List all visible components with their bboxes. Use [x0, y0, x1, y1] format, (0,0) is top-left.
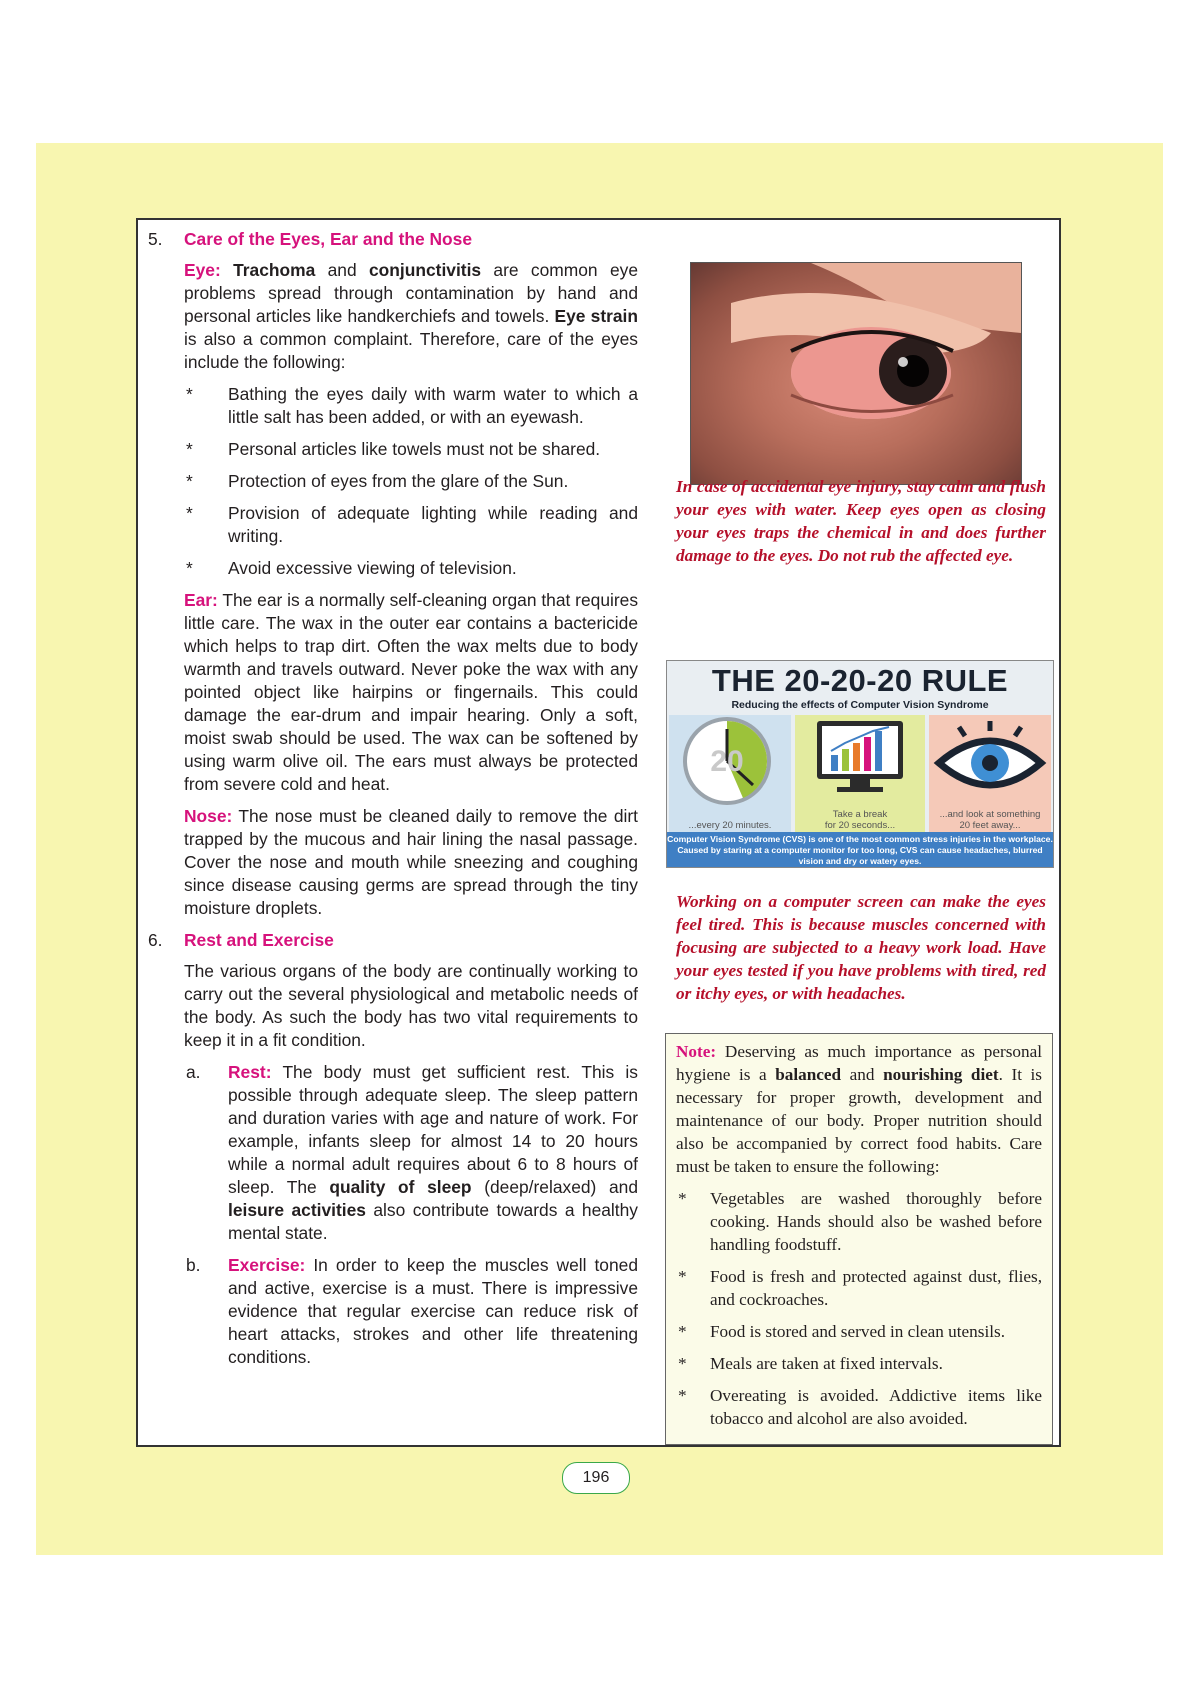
eye-paragraph [138, 259, 638, 374]
clock-number: 20 [710, 745, 744, 778]
ear-label: Ear: [184, 590, 218, 610]
panel-2-text-a: Take a break [832, 809, 888, 820]
rest-label: Rest: [228, 1062, 272, 1082]
text: (deep/relaxed) and [471, 1177, 638, 1197]
section-title: Care of the Eyes, Ear and the Nose [184, 229, 473, 249]
exercise-item [138, 1254, 638, 1369]
bullet-mark: * [186, 503, 193, 523]
rest-exercise-intro: The various organs of the body are continually working to carry out the several physiological and metabolic needs of the body. As such the body has two vital requirements to keep it in a fit condition. [184, 961, 638, 1050]
page-number: 196 [562, 1462, 630, 1494]
list-item [676, 1265, 1042, 1311]
eye-injury-photo [690, 262, 1022, 485]
note-intro [676, 1040, 1042, 1178]
bullet-text: Bathing the eyes daily with warm water to which a little salt has been added, or with an eyewash. [228, 384, 638, 427]
list-item [138, 438, 638, 461]
text: and [315, 260, 369, 280]
panel-3-text-b: 20 feet away... [959, 820, 1021, 831]
list-item [676, 1187, 1042, 1256]
bullet-mark: * [678, 1189, 687, 1208]
ear-paragraph [138, 589, 638, 796]
term-eye-strain: Eye strain [554, 306, 638, 326]
bullet-text: Meals are taken at fixed intervals. [710, 1354, 943, 1373]
monitor-chart-icon [795, 715, 925, 805]
bullet-text: Vegetables are washed thoroughly before cooking. Hands should also be washed before handling foodstuff. [710, 1189, 1042, 1254]
section-title: Rest and Exercise [184, 930, 334, 950]
infographic-footer: Computer Vision Syndrome (CVS) is one of the most common stress injuries in the workplace. Caused by staring at a computer monitor for too long, CVS can cause headaches, blurred vision and dry or watery eyes. [667, 834, 1053, 866]
list-item [138, 557, 638, 580]
section-5-heading [138, 228, 638, 251]
panel-2-text-b: for 20 seconds... [824, 820, 896, 831]
bullet-text: Avoid excessive viewing of television. [228, 558, 517, 578]
computer-screen-caption: Working on a computer screen can make the eyes feel tired. This is because muscles concerned with focusing are subjected to a heavy work load. Have your eyes tested if you have problems with tired, red or itchy eyes, or with headaches. [676, 892, 1046, 1003]
item-mark: a. [186, 1062, 201, 1082]
text: The nose must be cleaned daily to remove the dirt trapped by the mucous and hair lining the nasal passage. Cover the nose and mouth while sneezing and coughing since disease causing germs are spread through the tiny moisture droplets. [184, 806, 638, 918]
list-item [138, 502, 638, 548]
infographic-title: THE 20-20-20 RULE [711, 663, 1009, 698]
rest-item [138, 1061, 638, 1245]
eye-label: Eye: [184, 260, 221, 280]
bullet-text: Overeating is avoided. Addictive items like tobacco and alcohol are also avoided. [710, 1386, 1042, 1428]
list-item [138, 470, 638, 493]
content-frame [136, 218, 1061, 1447]
bullet-text: Personal articles like towels must not be shared. [228, 439, 601, 459]
bullet-mark: * [678, 1322, 687, 1341]
clock-icon [669, 715, 791, 810]
text: and [841, 1065, 884, 1084]
bullet-text: Protection of eyes from the glare of the Sun. [228, 471, 569, 491]
eye-injury-caption: In case of accidental eye injury, stay calm and flush your eyes with water. Keep eyes open as closing your eyes traps the chemical in and does further damage to the eyes. Do not rub the affected eye. [676, 477, 1046, 565]
text: In order to keep the muscles well toned and active, exercise is a must. There is impressive evidence that regular exercise can reduce risk of heart attacks, strokes and other life threatening conditions. [228, 1255, 638, 1367]
list-item [676, 1384, 1042, 1430]
list-item [676, 1352, 1042, 1375]
section-number: 5. [148, 229, 163, 249]
panel-3-text-a: ...and look at something [939, 809, 1041, 820]
section-number: 6. [148, 930, 163, 950]
note-box [665, 1033, 1053, 1445]
text: The body must get sufficient rest. This is possible through adequate sleep. The sleep pattern and duration varies with age and nature of work. For example, infants sleep for almost 14 to 20 hours while a normal adult requires about 6 to 8 hours of sleep. The [228, 1062, 638, 1197]
term-conjunctivitis: conjunctivitis [368, 260, 482, 280]
panel-every-20-minutes [669, 715, 791, 833]
term-nourishing-diet: nourishing diet [883, 1065, 999, 1084]
bullet-mark: * [678, 1386, 687, 1405]
panel-look-20-feet [929, 715, 1051, 833]
exercise-label: Exercise: [228, 1255, 306, 1275]
left-column [138, 226, 638, 1378]
term-trachoma: Trachoma [233, 260, 316, 280]
bullet-mark: * [186, 471, 193, 491]
nose-paragraph [138, 805, 638, 920]
item-mark: b. [186, 1255, 201, 1275]
bullet-mark: * [186, 384, 193, 404]
bullet-mark: * [186, 558, 193, 578]
panel-take-a-break [795, 715, 925, 833]
20-20-20-infographic [666, 660, 1054, 868]
text: Deserving as much importance as personal hygiene is a [676, 1042, 1042, 1084]
text: . It is necessary for proper growth, development and maintenance of our body. Proper nutrition should also be accompanied by correct food habits. Care must be taken to ensure the following: [676, 1065, 1042, 1176]
text: are common eye problems spread through contamination by hand and personal articles like handkerchiefs and towels. [184, 260, 638, 326]
bullet-mark: * [678, 1354, 687, 1373]
text: also contribute towards a healthy mental state. [228, 1200, 638, 1243]
bullet-text: Food is stored and served in clean utensils. [710, 1322, 1005, 1341]
bullet-text: Food is fresh and protected against dust, flies, and cockroaches. [710, 1267, 1042, 1309]
nose-label: Nose: [184, 806, 233, 826]
term-leisure-activities: leisure activities [228, 1200, 366, 1220]
note-label: Note: [676, 1042, 717, 1061]
term-quality-of-sleep: quality of sleep [329, 1177, 472, 1197]
infographic-subtitle: Reducing the effects of Computer Vision Syndrome [731, 699, 989, 711]
list-item [676, 1320, 1042, 1343]
panel-1-text: ...every 20 minutes. [688, 820, 772, 831]
bullet-text: Provision of adequate lighting while reading and writing. [228, 503, 638, 546]
bullet-mark: * [678, 1267, 687, 1286]
text: The ear is a normally self-cleaning organ that requires little care. The wax in the outer ear contains a bactericide which helps to trap dirt. Often the wax melts due to body warmth and travels outward. Never poke the wax with any pointed object like hairpins or fingernails. This could damage the ear-drum and impair hearing. Only a soft, moist swab should be used. The wax can be softened by using warm olive oil. The ears must always be protected from severe cold and heat. [184, 590, 639, 794]
section-6-heading [138, 929, 638, 952]
term-balanced: balanced [775, 1065, 842, 1084]
text: is also a common complaint. Therefore, care of the eyes include the following: [184, 329, 638, 372]
bullet-mark: * [186, 439, 193, 459]
eye-icon [929, 715, 1051, 805]
list-item [138, 383, 638, 429]
